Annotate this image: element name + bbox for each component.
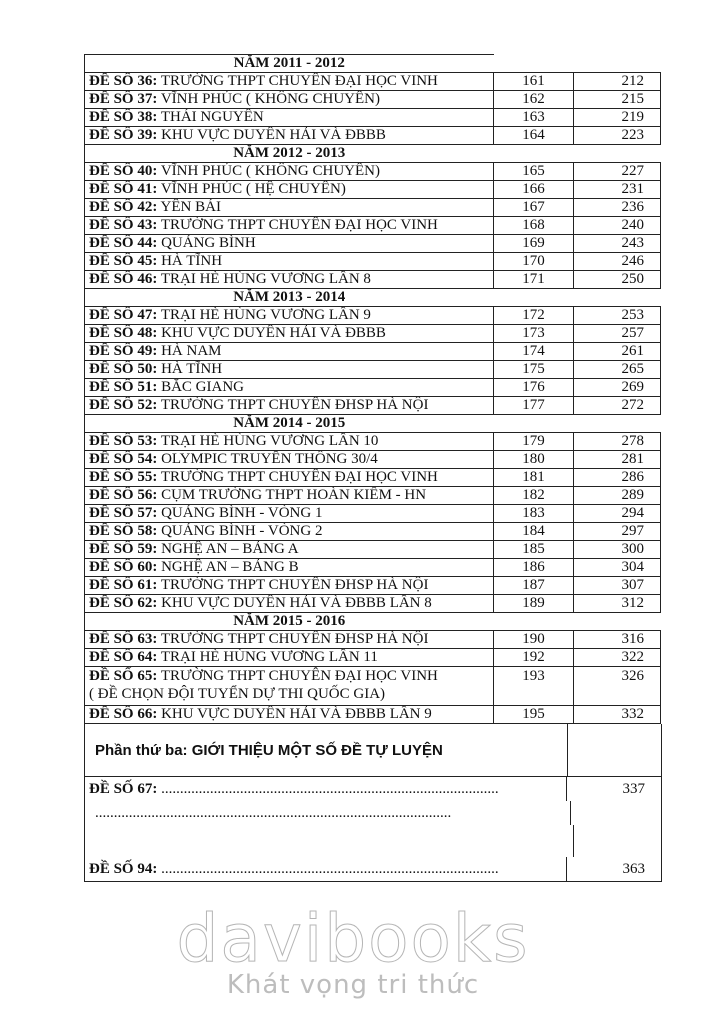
- question-page: 177: [494, 397, 574, 415]
- entry-title: [85, 127, 494, 145]
- year-heading: NĂM 2011 - 2012: [85, 55, 494, 73]
- answer-page: 227: [574, 163, 661, 181]
- toc-entry-row: [85, 199, 661, 217]
- entry-title: [85, 649, 494, 667]
- question-page: 162: [494, 91, 574, 109]
- entry-label: ĐỀ SỐ 37:: [89, 91, 158, 107]
- entry-title: [85, 631, 494, 649]
- toc-entry-row: [85, 595, 661, 613]
- question-page: 163: [494, 109, 574, 127]
- entry-title: [85, 163, 494, 181]
- answer-page: 281: [574, 451, 661, 469]
- toc-entry-row: [85, 379, 661, 397]
- entry-title: [85, 487, 494, 505]
- entry-label: ĐỀ SỐ 65:: [89, 668, 158, 684]
- toc-entry-row: [85, 163, 661, 181]
- entry-title: [85, 235, 494, 253]
- toc-entry-row: [85, 343, 661, 361]
- entry-name: KHU VỰC DUYÊN HẢI VÀ ĐBBB: [161, 325, 386, 341]
- entry-name: TRƯỜNG THPT CHUYÊN ĐẠI HỌC VINH: [160, 668, 438, 684]
- entry-name: HÀ TĨNH: [161, 361, 223, 377]
- entry-name: THÁI NGUYÊN: [160, 109, 264, 125]
- question-page: 161: [494, 73, 574, 91]
- entry-name: TRƯỜNG THPT CHUYÊN ĐHSP HÀ NỘI: [160, 631, 429, 647]
- entry-name: KHU VỰC DUYÊN HẢI VÀ ĐBBB LẦN 9: [161, 706, 432, 722]
- answer-page: 250: [574, 271, 661, 289]
- answer-page: 272: [574, 397, 661, 415]
- entry-title: [85, 91, 494, 109]
- question-page: 187: [494, 577, 574, 595]
- entry-title: [85, 667, 494, 706]
- question-page: 183: [494, 505, 574, 523]
- answer-page: 236: [574, 199, 661, 217]
- year-heading: NĂM 2013 - 2014: [85, 289, 494, 307]
- year-heading-row: [85, 55, 661, 73]
- part-three-title: [85, 724, 568, 776]
- toc-entry-row: [85, 307, 661, 325]
- question-page: 192: [494, 649, 574, 667]
- entry-name: VĨNH PHÚC ( KHÔNG CHUYÊN): [160, 91, 380, 107]
- answer-page: 300: [574, 541, 661, 559]
- entry-name: HÀ TĨNH: [161, 253, 223, 269]
- part-three-prefix: Phần thứ ba:: [95, 741, 188, 759]
- year-heading-row: [85, 613, 661, 631]
- answer-page: 219: [574, 109, 661, 127]
- entry-label: ĐỀ SỐ 43:: [89, 217, 158, 233]
- question-page: 193: [494, 667, 574, 706]
- answer-page: 278: [574, 433, 661, 451]
- entry-label: ĐỀ SỐ 54:: [89, 451, 158, 467]
- entry-title: [85, 505, 494, 523]
- toc-entry-row: [85, 109, 661, 127]
- answer-page: 261: [574, 343, 661, 361]
- entry-title: [85, 397, 494, 415]
- watermark-brand: davibooks: [176, 900, 530, 977]
- entry-label: ĐỀ SỐ 60:: [89, 559, 158, 575]
- toc-entry-row: [85, 325, 661, 343]
- entry-title: [85, 199, 494, 217]
- answer-page: 231: [574, 181, 661, 199]
- toc-entry-row: [85, 667, 661, 706]
- entry-label: ĐỀ SỐ 59:: [89, 541, 158, 557]
- entry-label: ĐỀ SỐ 42:: [89, 199, 158, 215]
- entry-name: TRƯỜNG THPT CHUYÊN ĐẠI HỌC VINH: [160, 73, 438, 89]
- toc-entry-row: [85, 433, 661, 451]
- blank-cell: [494, 55, 661, 73]
- entry-label: ĐỀ SỐ 40:: [89, 163, 158, 179]
- toc-entry-row: [85, 397, 661, 415]
- answer-page: 304: [574, 559, 661, 577]
- entry-title: [85, 307, 494, 325]
- entry-name: NGHỆ AN – BẢNG B: [161, 559, 299, 575]
- question-page: 164: [494, 127, 574, 145]
- entry-title: [85, 271, 494, 289]
- entry-title: [85, 469, 494, 487]
- question-page: 165: [494, 163, 574, 181]
- question-page: 180: [494, 451, 574, 469]
- entry-title: [85, 706, 494, 724]
- entry-name: TRƯỜNG THPT CHUYÊN ĐẠI HỌC VINH: [160, 469, 438, 485]
- entry-name: YÊN BÁI: [160, 199, 221, 215]
- entry-name: VĨNH PHÚC ( HỆ CHUYÊN): [160, 181, 346, 197]
- entry-label: ĐỀ SỐ 52:: [89, 397, 158, 413]
- answer-page: 215: [574, 91, 661, 109]
- blank-cell: [494, 145, 661, 163]
- answer-page: 297: [574, 523, 661, 541]
- entry-title: [85, 325, 494, 343]
- entry-label: ĐỀ SỐ 56:: [89, 487, 158, 503]
- answer-page: 307: [574, 577, 661, 595]
- entry-label: ĐỀ SỐ 39:: [89, 127, 158, 143]
- entry-title: [85, 361, 494, 379]
- toc-entry-first: [85, 777, 567, 801]
- entry-label: ĐỀ SỐ 44:: [89, 235, 158, 251]
- question-page: 169: [494, 235, 574, 253]
- entry-label: ĐỀ SỐ 58:: [89, 523, 158, 539]
- year-heading: NĂM 2012 - 2013: [85, 145, 494, 163]
- answer-page: 294: [574, 505, 661, 523]
- toc-entry-row: [85, 541, 661, 559]
- entry-label: ĐỀ SỐ 41:: [89, 181, 158, 197]
- answer-page: 322: [574, 649, 661, 667]
- answer-page: 269: [574, 379, 661, 397]
- entry-name: QUẢNG BÌNH - VÒNG 2: [161, 523, 323, 539]
- entry-label: ĐỀ SỐ 62:: [89, 595, 158, 611]
- entry-name: TRẠI HÈ HÙNG VƯƠNG LẦN 11: [160, 649, 378, 665]
- entry-title: [85, 217, 494, 235]
- toc-entry-row: [85, 181, 661, 199]
- toc-entry-row: [85, 235, 661, 253]
- entry-name: TRƯỜNG THPT CHUYÊN ĐẠI HỌC VINH: [160, 217, 438, 233]
- answer-page: 243: [574, 235, 661, 253]
- page-number: 363: [622, 861, 645, 877]
- entry-label: ĐỀ SỐ 94:: [89, 861, 158, 877]
- entry-title: [85, 577, 494, 595]
- blank-cell: [494, 613, 661, 631]
- entry-label: ĐỀ SỐ 66:: [89, 706, 158, 722]
- entry-subtitle: ( ĐỀ CHỌN ĐỘI TUYỂN DỰ THI QUỐC GIA): [89, 686, 386, 702]
- question-page: 190: [494, 631, 574, 649]
- question-page: 182: [494, 487, 574, 505]
- answer-page: 312: [574, 595, 661, 613]
- question-page: 168: [494, 217, 574, 235]
- entry-label: ĐỀ SỐ 61:: [89, 577, 158, 593]
- year-heading: NĂM 2015 - 2016: [85, 613, 494, 631]
- toc-entry-row: [85, 505, 661, 523]
- entry-title: [85, 343, 494, 361]
- toc-entry-row: [85, 469, 661, 487]
- toc-entry-row: [85, 271, 661, 289]
- answer-page: 212: [574, 73, 661, 91]
- entry-name: VĨNH PHÚC ( KHÔNG CHUYÊN): [160, 163, 380, 179]
- toc-entry-row: [85, 73, 661, 91]
- answer-page: 316: [574, 631, 661, 649]
- entry-title: [85, 253, 494, 271]
- entry-label: ĐỀ SỐ 45:: [89, 253, 158, 269]
- entry-name: QUẢNG BÌNH - VÒNG 1: [161, 505, 323, 521]
- entry-title: [85, 523, 494, 541]
- entry-label: ĐỀ SỐ 38:: [89, 109, 158, 125]
- question-page: 173: [494, 325, 574, 343]
- entry-name: CỤM TRƯỜNG THPT HOÀN KIẾM - HN: [161, 487, 427, 503]
- part-three-section: [84, 724, 662, 882]
- entry-label: ĐỀ SỐ 53:: [89, 433, 158, 449]
- entry-label: ĐỀ SỐ 50:: [89, 361, 158, 377]
- entry-title: [85, 595, 494, 613]
- question-page: 189: [494, 595, 574, 613]
- question-page: 174: [494, 343, 574, 361]
- entry-name: BẮC GIANG: [161, 379, 245, 395]
- entry-name: TRẠI HÈ HÙNG VƯƠNG LẦN 10: [160, 433, 379, 449]
- leader-dots: ...............................................................................................: [95, 805, 452, 821]
- question-page: 170: [494, 253, 574, 271]
- entry-label: ĐỀ SỐ 67:: [89, 781, 158, 797]
- question-page: 167: [494, 199, 574, 217]
- question-page: 171: [494, 271, 574, 289]
- toc-entry-row: [85, 706, 661, 724]
- toc-entry-row: [85, 487, 661, 505]
- blank-cell: [494, 289, 661, 307]
- toc-entry-row: [85, 577, 661, 595]
- toc-entry-row: [85, 451, 661, 469]
- watermark-tagline: Khát vọng tri thức: [226, 970, 480, 1000]
- entry-label: ĐỀ SỐ 55:: [89, 469, 158, 485]
- entry-title: [85, 73, 494, 91]
- question-page: 179: [494, 433, 574, 451]
- entry-name: TRẠI HÈ HÙNG VƯƠNG LẦN 9: [160, 307, 371, 323]
- toc-entry-row: [85, 217, 661, 235]
- answer-page: 332: [574, 706, 661, 724]
- answer-page: 326: [574, 667, 661, 706]
- toc-entry-row: [85, 361, 661, 379]
- part-three-heading: GIỚI THIỆU MỘT SỐ ĐỀ TỰ LUYỆN: [191, 741, 443, 759]
- entry-title: [85, 109, 494, 127]
- answer-page: 257: [574, 325, 661, 343]
- year-heading-row: [85, 289, 661, 307]
- question-page: 195: [494, 706, 574, 724]
- toc-table: [84, 54, 661, 724]
- toc-entry-last: [85, 857, 567, 881]
- leader-dots: ..........................................................................................: [161, 861, 499, 877]
- entry-title: [85, 541, 494, 559]
- toc-entry-row: [85, 91, 661, 109]
- page-number: 337: [622, 781, 645, 797]
- entry-title: [85, 451, 494, 469]
- entry-title: [85, 559, 494, 577]
- entry-name: HÀ NAM: [161, 343, 222, 359]
- answer-page: 246: [574, 253, 661, 271]
- entry-name: KHU VỰC DUYÊN HẢI VÀ ĐBBB LẦN 8: [161, 595, 432, 611]
- question-page: 175: [494, 361, 574, 379]
- year-heading: NĂM 2014 - 2015: [85, 415, 494, 433]
- entry-label: ĐỀ SỐ 57:: [89, 505, 158, 521]
- entry-label: ĐỀ SỐ 36:: [89, 73, 158, 89]
- answer-page: 289: [574, 487, 661, 505]
- entry-title: [85, 181, 494, 199]
- blank-cell: [494, 415, 661, 433]
- question-page: 181: [494, 469, 574, 487]
- entry-name: TRẠI HÈ HÙNG VƯƠNG LẦN 8: [160, 271, 371, 287]
- leader-dots: ..........................................................................................: [161, 781, 499, 797]
- answer-page: 253: [574, 307, 661, 325]
- question-page: 176: [494, 379, 574, 397]
- question-page: 185: [494, 541, 574, 559]
- toc-entry-row: [85, 523, 661, 541]
- entry-label: ĐỀ SỐ 49:: [89, 343, 158, 359]
- year-heading-row: [85, 145, 661, 163]
- toc-entry-row: [85, 127, 661, 145]
- entry-name: KHU VỰC DUYÊN HẢI VÀ ĐBBB: [161, 127, 386, 143]
- question-page: 166: [494, 181, 574, 199]
- entry-label: ĐỀ SỐ 51:: [89, 379, 158, 395]
- table-of-contents: [84, 54, 660, 882]
- answer-page: 265: [574, 361, 661, 379]
- entry-name: QUẢNG BÌNH: [161, 235, 256, 251]
- toc-entry-row: [85, 649, 661, 667]
- entry-name: TRƯỜNG THPT CHUYÊN ĐHSP HÀ NỘI: [160, 397, 429, 413]
- entry-title: [85, 433, 494, 451]
- entry-title: [85, 379, 494, 397]
- entry-label: ĐỀ SỐ 46:: [89, 271, 158, 287]
- answer-page: 223: [574, 127, 661, 145]
- toc-entry-row: [85, 631, 661, 649]
- entry-name: NGHỆ AN – BẢNG A: [161, 541, 299, 557]
- entry-label: ĐỀ SỐ 63:: [89, 631, 158, 647]
- entry-label: ĐỀ SỐ 48:: [89, 325, 158, 341]
- toc-entry-row: [85, 559, 661, 577]
- entry-label: ĐỀ SỐ 64:: [89, 649, 158, 665]
- entry-name: OLYMPIC TRUYỀN THỐNG 30/4: [161, 451, 378, 467]
- question-page: 186: [494, 559, 574, 577]
- year-heading-row: [85, 415, 661, 433]
- middle-dots-row: [85, 801, 571, 825]
- entry-label: ĐỀ SỐ 47:: [89, 307, 158, 323]
- answer-page: 240: [574, 217, 661, 235]
- question-page: 184: [494, 523, 574, 541]
- toc-entry-row: [85, 253, 661, 271]
- question-page: 172: [494, 307, 574, 325]
- entry-name: TRƯỜNG THPT CHUYÊN ĐHSP HÀ NỘI: [160, 577, 429, 593]
- answer-page: 286: [574, 469, 661, 487]
